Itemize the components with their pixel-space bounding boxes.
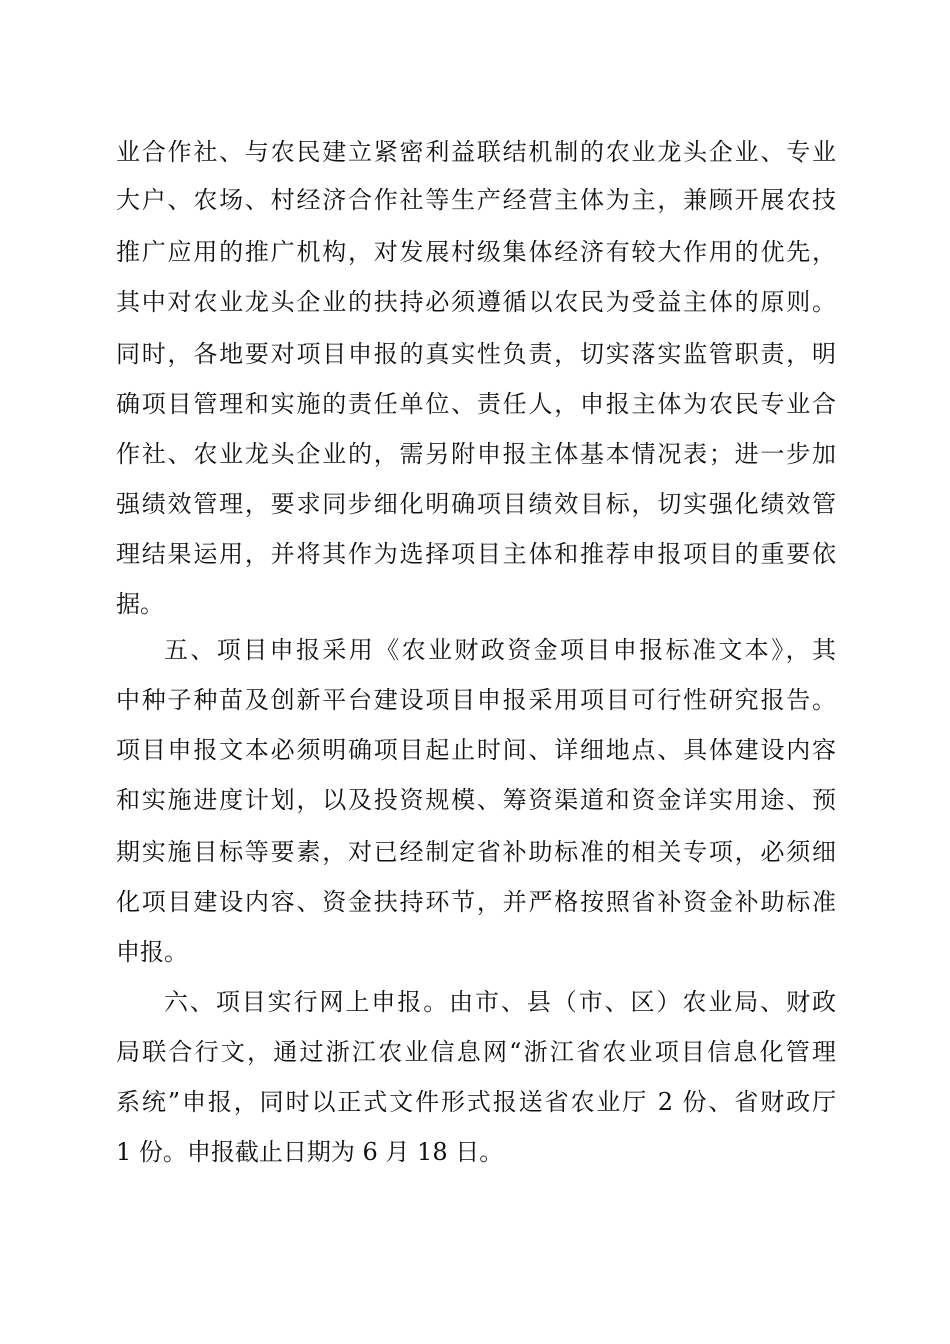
paragraph-1-line-8: 强绩效管理，要求同步细化明确项目绩效目标，切实强化绩效管 <box>116 490 836 518</box>
paragraph-2-line-2: 中种子种苗及创新平台建设项目申报采用项目可行性研究报告。 <box>116 686 836 714</box>
paragraph-1-line-9: 理结果运用，并将其作为选择项目主体和推荐申报项目的重要依 <box>116 540 836 568</box>
paragraph-3-line-1: 六、项目实行网上申报。由市、县（市、区）农业局、财政 <box>164 988 836 1016</box>
paragraph-1-line-10: 据。 <box>116 590 164 618</box>
paragraph-1-line-5: 同时，各地要对项目申报的真实性负责，切实落实监管职责，明 <box>116 340 836 368</box>
paragraph-1-line-7: 作社、农业龙头企业的，需另附申报主体基本情况表；进一步加 <box>116 440 836 468</box>
paragraph-3-line-3: 系统”申报，同时以正式文件形式报送省农业厅 2 份、省财政厅 <box>116 1088 836 1116</box>
paragraph-1-line-1: 业合作社、与农民建立紧密利益联结机制的农业龙头企业、专业 <box>116 138 836 166</box>
paragraph-2-line-1: 五、项目申报采用《农业财政资金项目申报标准文本》，其 <box>164 636 836 664</box>
paragraph-1-line-4: 其中对农业龙头企业的扶持必须遵循以农民为受益主体的原则。 <box>116 288 836 316</box>
paragraph-1-line-2: 大户、农场、村经济合作社等生产经营主体为主，兼顾开展农技 <box>116 186 836 214</box>
paragraph-1-line-6: 确项目管理和实施的责任单位、责任人，申报主体为农民专业合 <box>116 390 836 418</box>
paragraph-1-line-3: 推广应用的推广机构，对发展村级集体经济有较大作用的优先， <box>116 238 836 266</box>
paragraph-2-line-5: 期实施目标等要素，对已经制定省补助标准的相关专项，必须细 <box>116 838 836 866</box>
paragraph-2-line-3: 项目申报文本必须明确项目起止时间、详细地点、具体建设内容 <box>116 736 836 764</box>
paragraph-3-line-4: 1 份。申报截止日期为 6 月 18 日。 <box>116 1138 504 1166</box>
paragraph-2-line-7: 申报。 <box>116 938 188 966</box>
paragraph-2-line-4: 和实施进度计划，以及投资规模、筹资渠道和资金详实用途、预 <box>116 786 836 814</box>
paragraph-2-line-6: 化项目建设内容、资金扶持环节，并严格按照省补资金补助标准 <box>116 888 836 916</box>
paragraph-3-line-2: 局联合行文，通过浙江农业信息网“浙江省农业项目信息化管理 <box>116 1038 836 1066</box>
